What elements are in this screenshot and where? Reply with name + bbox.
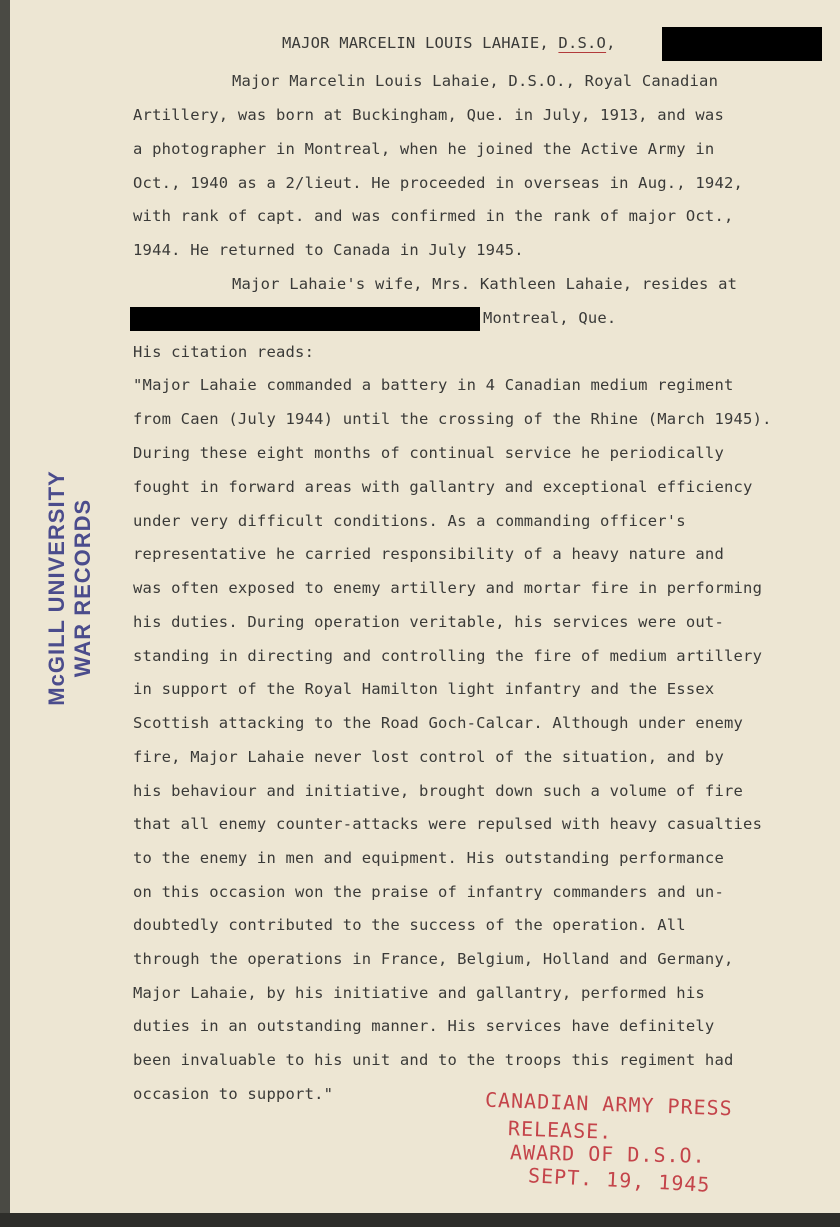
body-line: His citation reads: — [133, 343, 315, 361]
title-award: D.S.O — [558, 34, 607, 52]
citation-line: representative he carried responsibility of a heavy nature and — [133, 545, 724, 563]
redaction-bar-address — [130, 307, 480, 331]
scan-edge-bottom — [0, 1213, 840, 1227]
body-line: Montreal, Que. — [483, 309, 617, 327]
citation-line: was often exposed to enemy artillery and mortar fire in performing — [133, 579, 763, 597]
citation-line: from Caen (July 1944) until the crossing of the Rhine (March 1945). — [133, 410, 772, 428]
citation-line: his duties. During operation veritable, his services were out- — [133, 613, 724, 631]
redaction-bar-title — [662, 27, 822, 61]
citation-line: under very difficult conditions. As a commanding officer's — [133, 512, 686, 530]
citation-line: standing in directing and controlling the fire of medium artillery — [133, 647, 763, 665]
body-line: 1944. He returned to Canada in July 1945. — [133, 241, 524, 259]
citation-line: that all enemy counter-attacks were repulsed with heavy casualties — [133, 815, 763, 833]
scan-edge-left — [0, 0, 10, 1227]
citation-line: Scottish attacking to the Road Goch-Calcar. Although under enemy — [133, 714, 744, 732]
citation-line: in support of the Royal Hamilton light infantry and the Essex — [133, 680, 715, 698]
handwritten-line-2: RELEASE. — [507, 1116, 613, 1144]
citation-line: duties in an outstanding manner. His services have definitely — [133, 1017, 715, 1035]
title-punctuation: , — [606, 34, 616, 52]
body-line: Oct., 1940 as a 2/lieut. He proceeded in overseas in Aug., 1942, — [133, 174, 744, 192]
citation-line: through the operations in France, Belgium, Holland and Germany, — [133, 950, 734, 968]
citation-line: been invaluable to his unit and to the troops this regiment had — [133, 1051, 734, 1069]
citation-line: "Major Lahaie commanded a battery in 4 Canadian medium regiment — [133, 376, 734, 394]
handwritten-line-3: AWARD OF D.S.O. — [509, 1140, 706, 1168]
citation-line: Major Lahaie, by his initiative and gallantry, performed his — [133, 984, 705, 1002]
title-name: MAJOR MARCELIN LOUIS LAHAIE, — [282, 34, 559, 52]
handwritten-line-1: CANADIAN ARMY PRESS — [484, 1087, 734, 1121]
citation-line: on this occasion won the praise of infantry commanders and un- — [133, 883, 724, 901]
page-title — [282, 34, 616, 52]
handwritten-line-4: SEPT. 19, 1945 — [527, 1163, 712, 1197]
citation-line: occasion to support." — [133, 1085, 334, 1103]
body-line: Major Marcelin Louis Lahaie, D.S.O., Royal Canadian — [232, 72, 719, 90]
body-line: Artillery, was born at Buckingham, Que. in July, 1913, and was — [133, 106, 724, 124]
stamp-line-1: McGILL UNIVERSITY — [44, 470, 69, 706]
citation-line: to the enemy in men and equipment. His outstanding performance — [133, 849, 724, 867]
document-page — [10, 0, 840, 1213]
body-line: Major Lahaie's wife, Mrs. Kathleen Lahaie, resides at — [232, 275, 738, 293]
citation-line: doubtedly contributed to the success of the operation. All — [133, 916, 686, 934]
handwritten-annotation — [480, 1087, 810, 1202]
body-line: with rank of capt. and was confirmed in the rank of major Oct., — [133, 207, 734, 225]
citation-line: his behaviour and initiative, brought down such a volume of fire — [133, 782, 744, 800]
body-line: a photographer in Montreal, when he joined the Active Army in — [133, 140, 715, 158]
stamp-line-2: WAR RECORDS — [70, 498, 95, 678]
archive-stamp — [44, 468, 104, 708]
citation-line: fire, Major Lahaie never lost control of the situation, and by — [133, 748, 724, 766]
citation-line: fought in forward areas with gallantry and exceptional efficiency — [133, 478, 753, 496]
citation-line: During these eight months of continual service he periodically — [133, 444, 724, 462]
